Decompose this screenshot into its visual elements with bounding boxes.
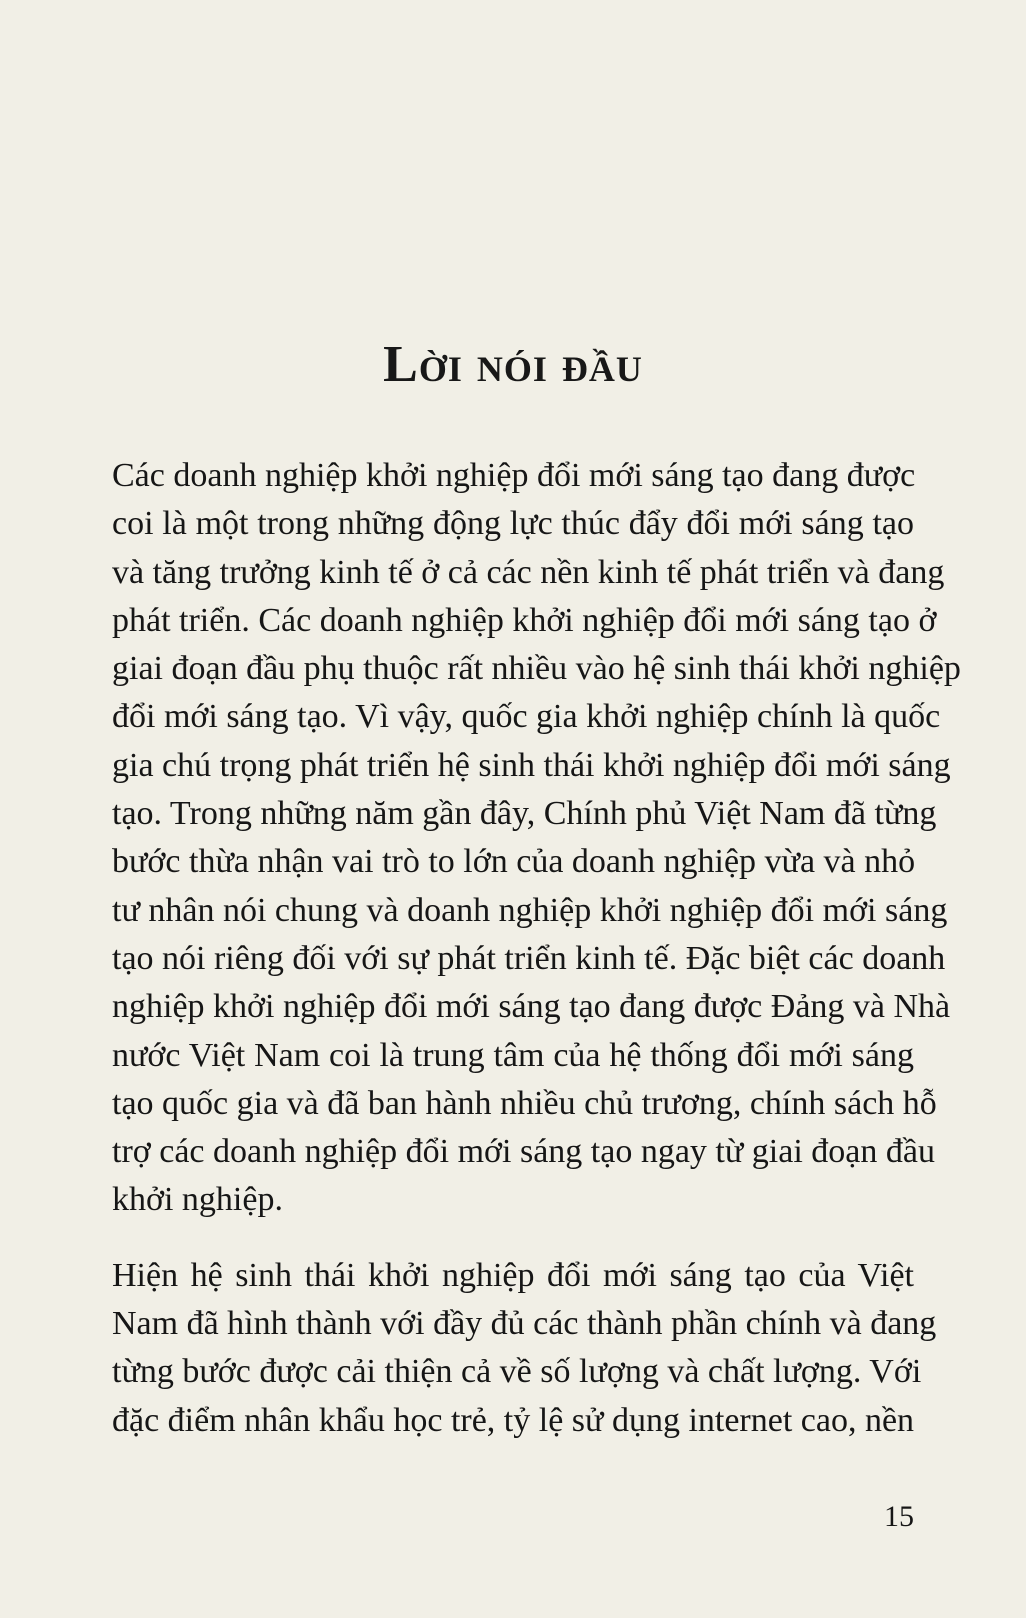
text-line: tạo. Trong những năm gần đây, Chính phủ Việt Nam đã từng [112,795,937,833]
text-line: gia chú trọng phát triển hệ sinh thái khởi nghiệp đổi mới sáng [112,746,951,784]
text-line: giai đoạn đầu phụ thuộc rất nhiều vào hệ sinh thái khởi nghiệp [112,650,961,688]
page-number: 15 [884,1500,914,1533]
text-line: đặc điểm nhân khẩu học trẻ, tỷ lệ sử dụng internet cao, nền [112,1401,915,1439]
text-line: từng bước được cải thiện cả về số lượng và chất lượng. Với [112,1353,922,1391]
paragraph-1 [112,452,961,1225]
text-line: coi là một trong những động lực thúc đẩy đổi mới sáng tạo [112,505,914,543]
text-line: trợ các doanh nghiệp đổi mới sáng tạo ngay từ giai đoạn đầu [112,1133,935,1171]
text-line: tạo quốc gia và đã ban hành nhiều chủ trương, chính sách hỗ [112,1084,937,1122]
text-line: tạo nói riêng đối với sự phát triển kinh tế. Đặc biệt các doanh [112,939,946,977]
text-line: phát triển. Các doanh nghiệp khởi nghiệp đổi mới sáng tạo ở [112,601,937,639]
text-line: và tăng trưởng kinh tế ở cả các nền kinh tế phát triển và đang [112,553,945,591]
text-line: Các doanh nghiệp khởi nghiệp đổi mới sáng tạo đang được [112,457,916,494]
text-line: Hiện hệ sinh thái khởi nghiệp đổi mới sáng tạo của Việt [112,1256,914,1294]
text-line: tư nhân nói chung và doanh nghiệp khởi nghiệp đổi mới sáng [112,891,948,929]
chapter-title: Lời nói đầu [383,335,643,393]
text-line: khởi nghiệp. [112,1181,283,1219]
text-line: nước Việt Nam coi là trung tâm của hệ thống đổi mới sáng [112,1036,914,1074]
text-line: bước thừa nhận vai trò to lớn của doanh nghiệp vừa và nhỏ [112,843,916,881]
text-line: đổi mới sáng tạo. Vì vậy, quốc gia khởi nghiệp chính là quốc [112,698,941,736]
paragraph-2 [112,1252,937,1445]
text-line: Nam đã hình thành với đầy đủ các thành phần chính và đang [112,1305,937,1343]
text-line: nghiệp khởi nghiệp đổi mới sáng tạo đang được Đảng và Nhà [112,988,951,1026]
body-text [112,452,961,1445]
